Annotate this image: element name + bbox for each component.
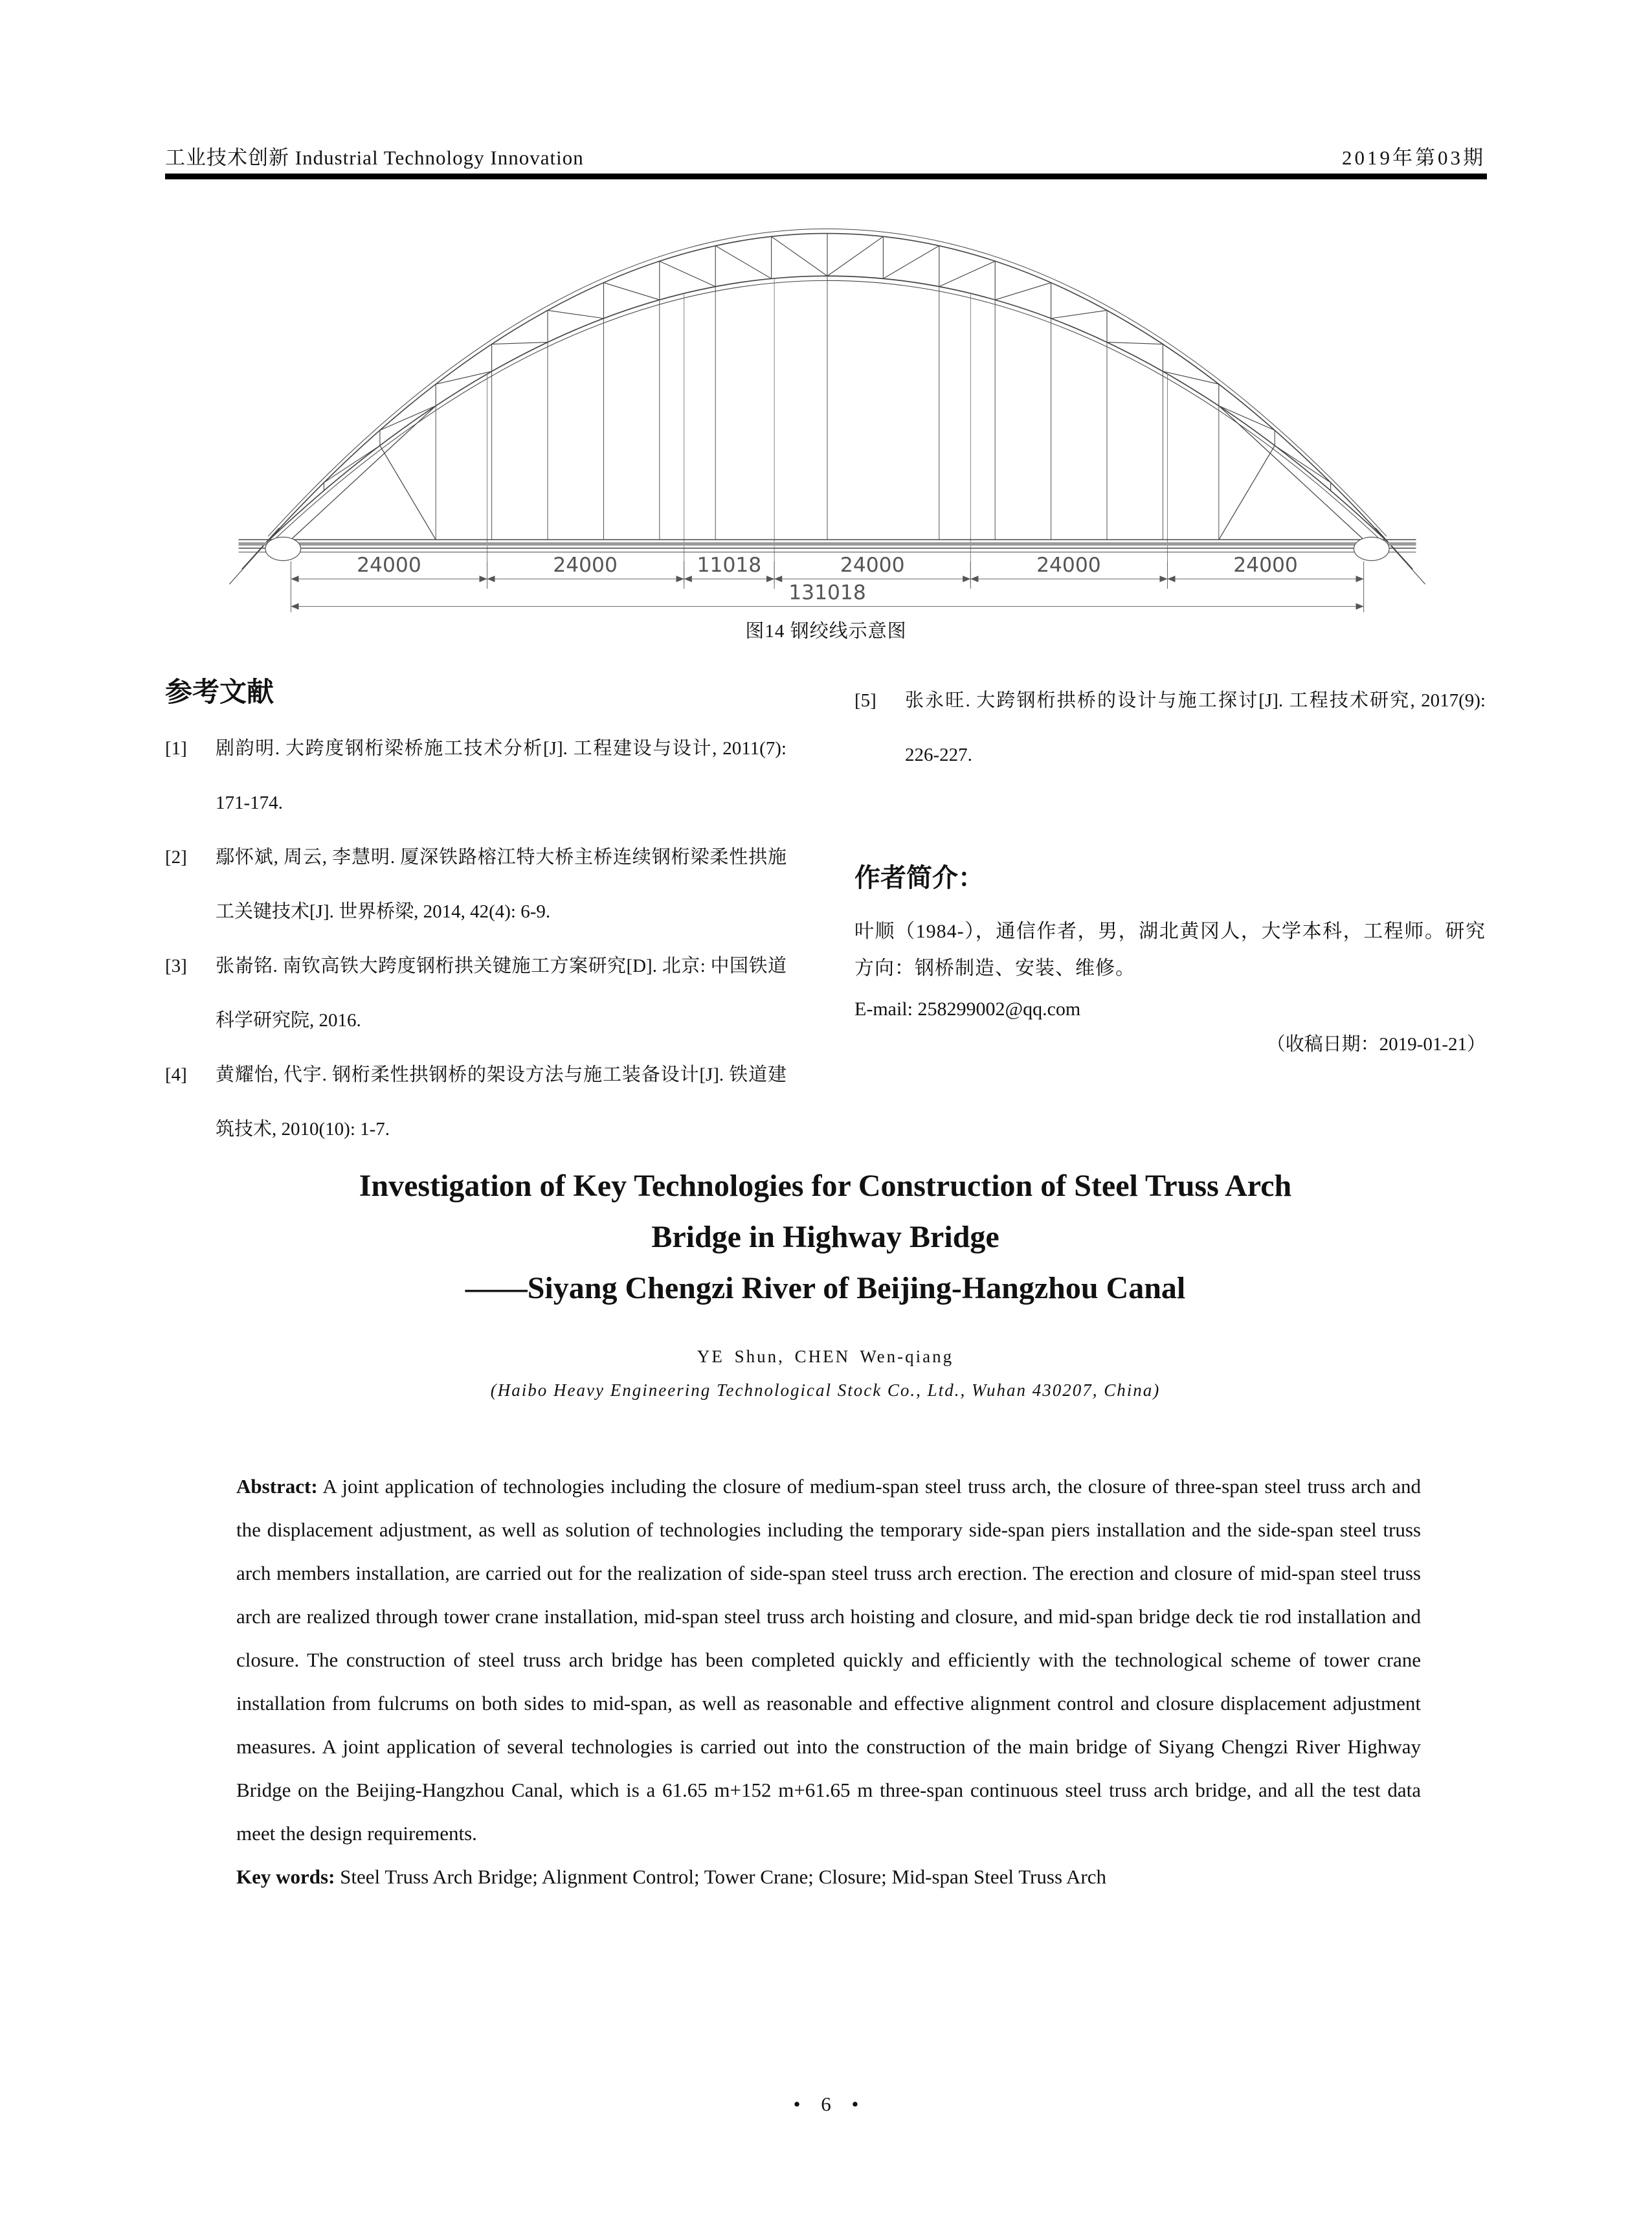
page-header: [165, 141, 1486, 170]
references-heading: 参考文献: [165, 678, 274, 708]
reference-number: [5]: [854, 690, 876, 711]
dimension-label: 24000: [553, 554, 618, 578]
reference-item: [165, 1048, 787, 1156]
dimension-total-label: 131018: [788, 581, 866, 605]
title-line-2: Bridge in Highway Bridge: [651, 1220, 999, 1254]
reference-text: 剧韵明. 大跨度钢桁梁桥施工技术分析[J]. 工程建设与设计, 2011(7): 171-174.: [216, 738, 787, 813]
abstract-section: [236, 1465, 1421, 1898]
keywords-paragraph: [236, 1855, 1421, 1898]
two-column-section: [165, 673, 1486, 1156]
column-gap: [787, 673, 854, 1156]
reference-number: [2]: [165, 847, 187, 868]
title-line-3: ——Siyang Chengzi River of Beijing-Hangzhou Canal: [465, 1271, 1186, 1305]
header-rule: [165, 174, 1487, 179]
author-email: E-mail: 258299002@qq.com: [854, 998, 1081, 1020]
reference-number: [1]: [165, 738, 187, 759]
right-column: [854, 673, 1486, 1156]
article-title: [165, 1160, 1486, 1314]
title-line-1: Investigation of Key Technologies for Construction of Steel Truss Arch: [359, 1169, 1292, 1203]
dimension-label: 24000: [840, 554, 905, 578]
dimension-label: 24000: [1036, 554, 1101, 578]
reference-item: [854, 673, 1486, 782]
reference-text: 张嵛铭. 南钦高铁大跨度钢桁拱关键施工方案研究[D]. 北京: 中国铁道科学研究院, 2016.: [216, 956, 787, 1031]
bridge-deck: [239, 540, 1416, 552]
dimension-label: 11018: [697, 554, 762, 578]
reference-text: 黄耀怡, 代宇. 钢桁柔性拱钢桥的架设方法与施工装备设计[J]. 铁道建筑技术, 2010(10): 1-7.: [216, 1064, 787, 1140]
dimension-label: 24000: [357, 554, 421, 578]
reference-item: [165, 939, 787, 1048]
issue-label: 2019年第03期: [1342, 146, 1486, 169]
reference-number: [3]: [165, 956, 187, 976]
reference-item: [165, 721, 787, 830]
keywords-text: Steel Truss Arch Bridge; Alignment Control; Tower Crane; Closure; Mid-span Steel Truss Arch: [335, 1865, 1107, 1888]
abstract-label: Abstract:: [236, 1475, 318, 1498]
author-bio-heading: 作者简介：: [854, 863, 984, 892]
bearings: [265, 537, 1389, 560]
received-date: （收稿日期：2019-01-21）: [1266, 1034, 1486, 1055]
figure-caption: 图14 钢绞线示意图: [745, 621, 907, 642]
authors-line: YE Shun, CHEN Wen-qiang: [697, 1347, 954, 1366]
abstract-text: A joint application of technologies including the closure of medium-span steel truss arch, the closure of three-span steel truss arch and the displacement adjustment, as well as solution of technologies including the temporary side-span piers installation and the side-span steel truss arch members installation, are carried out for the realization of side-span steel truss arch erection. The erection and closure of mid-span steel truss arch are realized through tower crane installation, mid-span steel truss arch hoisting and closure, and mid-span bridge deck tie rod installation and closure. The construction of steel truss arch bridge has been completed quickly and efficiently with the technological scheme of tower crane installation from fulcrums on both sides to mid-span, as well as reasonable and effective alignment control and closure displacement adjustment measures. A joint application of several technologies is carried out into the construction of the main bridge of Siyang Chengzi River Highway Bridge on the Beijing-Hangzhou Canal, which is a 61.65 m+152 m+61.65 m three-span continuous steel truss arch bridge, and all the test data meet the design requirements.: [236, 1475, 1421, 1845]
author-bio-text: 叶顺（1984-），通信作者，男，湖北黄冈人，大学本科，工程师。研究方向：钢桥制造、安装、维修。: [854, 921, 1486, 979]
bridge-elevation-drawing: [206, 197, 1449, 616]
reference-text: 张永旺. 大跨钢桁拱桥的设计与施工探讨[J]. 工程技术研究, 2017(9): 226-227.: [905, 690, 1486, 765]
dimension-label: 24000: [1233, 554, 1298, 578]
reference-item: [165, 830, 787, 939]
affiliation-line: (Haibo Heavy Engineering Technological Stock Co., Ltd., Wuhan 430207, China): [490, 1380, 1161, 1400]
keywords-label: Key words:: [236, 1865, 335, 1888]
page-number: • 6 •: [793, 2093, 859, 2115]
reference-number: [4]: [165, 1064, 187, 1085]
abstract-paragraph: [236, 1465, 1421, 1855]
reference-text: 鄢怀斌, 周云, 李慧明. 厦深铁路榕江特大桥主桥连续钢桁梁柔性拱施工关键技术[J]. 世界桥梁, 2014, 42(4): 6-9.: [216, 847, 787, 922]
references-section: [165, 673, 787, 1156]
hangers: [436, 276, 1219, 583]
journal-title: 工业技术创新 Industrial Technology Innovation: [165, 146, 584, 169]
figure-14: [206, 197, 1449, 616]
